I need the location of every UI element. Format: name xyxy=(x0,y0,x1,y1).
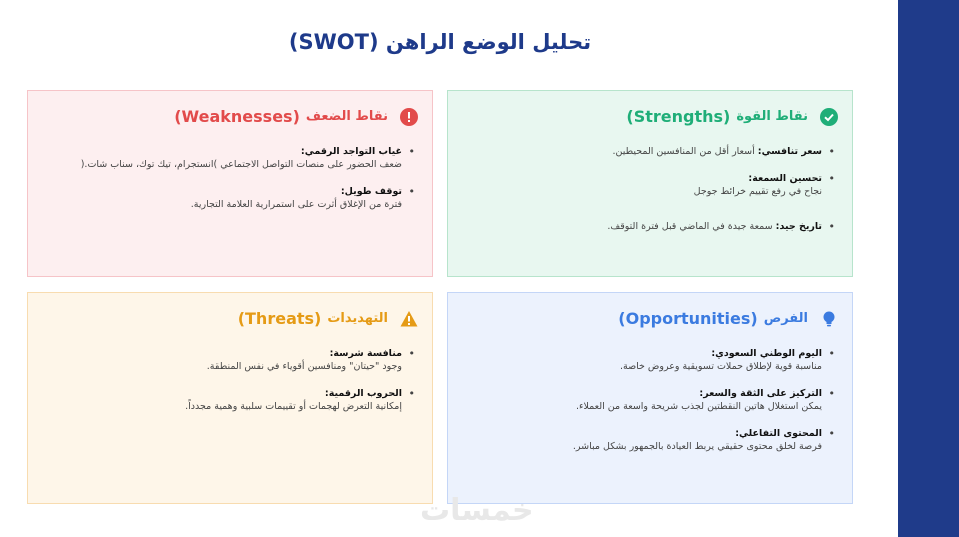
opportunities-title-ar: الفرص xyxy=(763,311,808,326)
warning-triangle-icon xyxy=(400,310,418,328)
item-desc: إمكانية التعرض لهجمات أو تقييمات سلبية وهمية مجدداً. xyxy=(185,401,402,412)
exclamation-circle-icon xyxy=(400,108,418,126)
watermark: خمسات xyxy=(420,493,534,528)
weaknesses-title-ar: نقاط الضعف xyxy=(305,109,388,124)
threats-card xyxy=(27,292,433,504)
check-circle-icon xyxy=(820,108,838,126)
list-item xyxy=(42,347,402,373)
item-label: • غياب التواجد الرقمي: xyxy=(300,146,402,157)
list-item xyxy=(462,427,822,453)
item-label: • اليوم الوطني السعودي: xyxy=(711,348,822,359)
item-desc: فرصة لخلق محتوى حقيقي يربط العيادة بالجمهور بشكل مباشر. xyxy=(572,441,822,452)
list-item xyxy=(462,172,822,198)
item-desc: وجود "حيتان" ومنافسين أقوياء في نفس المنطقة. xyxy=(206,361,402,372)
list-item xyxy=(42,145,402,171)
list-item xyxy=(42,387,402,413)
weaknesses-list xyxy=(42,145,418,225)
opportunities-card xyxy=(447,292,853,504)
strengths-title-en: (Strengths) xyxy=(626,107,731,126)
item-label: • التركيز على الثقة والسعر: xyxy=(699,388,822,399)
item-desc: فترة من الإغلاق أثرت على استمرارية العلامة التجارية. xyxy=(190,199,402,210)
item-desc: أسعار أقل من المنافسين المحيطين. xyxy=(612,146,755,157)
strengths-card xyxy=(447,90,853,277)
item-label: سعر تنافسي: xyxy=(757,146,822,157)
opportunities-title-en: (Opportunities) xyxy=(618,309,758,328)
list-item xyxy=(462,145,822,158)
list-item xyxy=(462,220,822,233)
list-item xyxy=(462,387,822,413)
sidebar-accent xyxy=(898,0,959,537)
weaknesses-card xyxy=(27,90,433,277)
threats-list xyxy=(42,347,418,427)
threats-title-en: (Threats) xyxy=(237,309,322,328)
item-desc: نجاح في رفع تقييم خرائط جوجل xyxy=(693,186,822,197)
weaknesses-header xyxy=(174,107,418,126)
strengths-title-ar: نقاط القوة xyxy=(736,109,808,124)
item-desc: سمعة جيدة في الماضي قبل فترة التوقف. xyxy=(607,221,773,232)
list-item xyxy=(42,185,402,211)
item-desc: مناسبة قوية لإطلاق حملات تسويقية وعروض خاصة. xyxy=(619,361,822,372)
page-title: تحليل الوضع الراهن (SWOT) xyxy=(288,30,592,54)
opportunities-header xyxy=(618,309,838,328)
lightbulb-icon xyxy=(820,310,838,328)
item-label: تاريخ جيد: xyxy=(775,221,822,232)
strengths-list xyxy=(462,145,838,247)
threats-title-ar: التهديدات xyxy=(327,311,388,326)
opportunities-list xyxy=(462,347,838,467)
item-desc: ضعف الحضور على منصات التواصل الاجتماعي )انستجرام، تيك توك، سناب شات.( xyxy=(80,159,402,170)
weaknesses-title-en: (Weaknesses) xyxy=(174,107,300,126)
threats-header xyxy=(238,309,418,328)
item-label: • منافسة شرسة: xyxy=(329,348,402,359)
item-label: • توقف طويل: xyxy=(340,186,402,197)
item-label: • تحسين السمعة: xyxy=(748,173,822,184)
item-label: • الحروب الرقمية: xyxy=(324,388,402,399)
strengths-header xyxy=(626,107,838,126)
item-label: • المحتوى التفاعلي: xyxy=(735,428,822,439)
item-desc: يمكن استغلال هاتين النقطتين لجذب شريحة واسعة من العملاء. xyxy=(576,401,822,412)
list-item xyxy=(462,347,822,373)
